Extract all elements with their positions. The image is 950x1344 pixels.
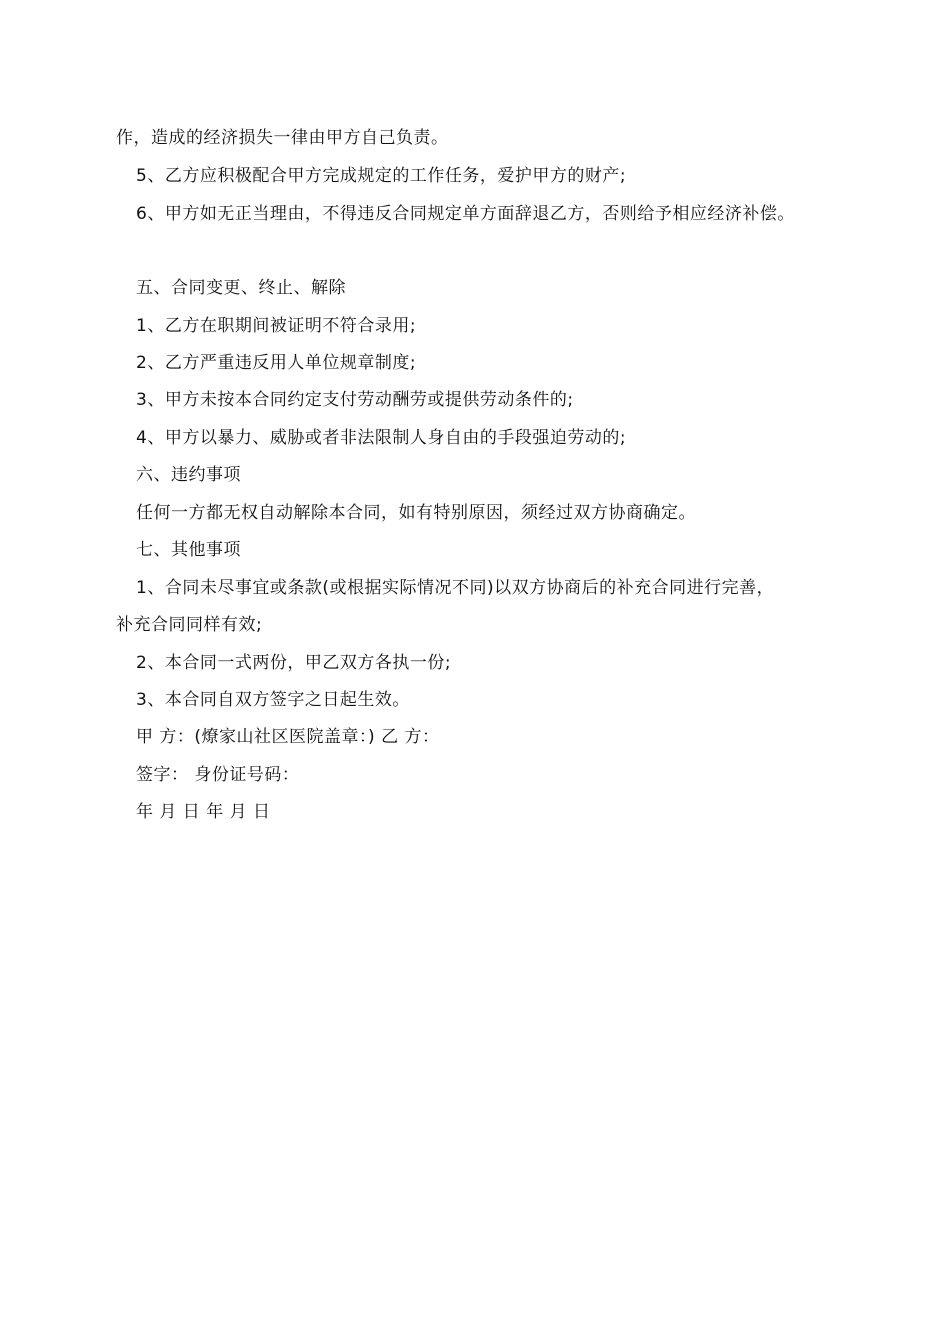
clause-item: 5、乙方应积极配合甲方完成规定的工作任务，爱护甲方的财产;	[136, 166, 627, 186]
signature-parties: 甲 方：(燎家山社区医院盖章：) 乙 方：	[136, 727, 440, 747]
clause-item: 3、甲方未按本合同约定支付劳动酬劳或提供劳动条件的;	[136, 390, 574, 410]
clause-item: 4、甲方以暴力、威胁或者非法限制人身自由的手段强迫劳动的;	[136, 428, 627, 448]
section-heading: 七、其他事项	[136, 540, 241, 560]
signature-fields: 签字： 身份证号码：	[136, 765, 300, 785]
clause-item: 2、乙方严重违反用人单位规章制度;	[136, 353, 417, 373]
section-heading: 六、违约事项	[136, 465, 241, 485]
section-heading: 五、合同变更、终止、解除	[136, 278, 346, 298]
clause-item: 1、乙方在职期间被证明不符合录用;	[136, 316, 417, 336]
clause-item: 2、本合同一式两份，甲乙双方各执一份;	[136, 653, 452, 673]
clause-item: 1、合同未尽事宜或条款(或根据实际情况不同)以双方协商后的补充合同进行完善，	[136, 578, 775, 598]
signature-dates: 年 月 日 年 月 日	[136, 802, 271, 822]
text-line-continuation: 作，造成的经济损失一律由甲方自己负责。	[116, 128, 449, 148]
clause-item: 6、甲方如无正当理由，不得违反合同规定单方面辞退乙方，否则给予相应经济补偿。	[136, 204, 795, 224]
text-line-continuation: 补充合同同样有效;	[116, 615, 263, 635]
paragraph: 任何一方都无权自动解除本合同，如有特别原因，须经过双方协商确定。	[136, 503, 696, 523]
clause-item: 3、本合同自双方签字之日起生效。	[136, 690, 410, 710]
